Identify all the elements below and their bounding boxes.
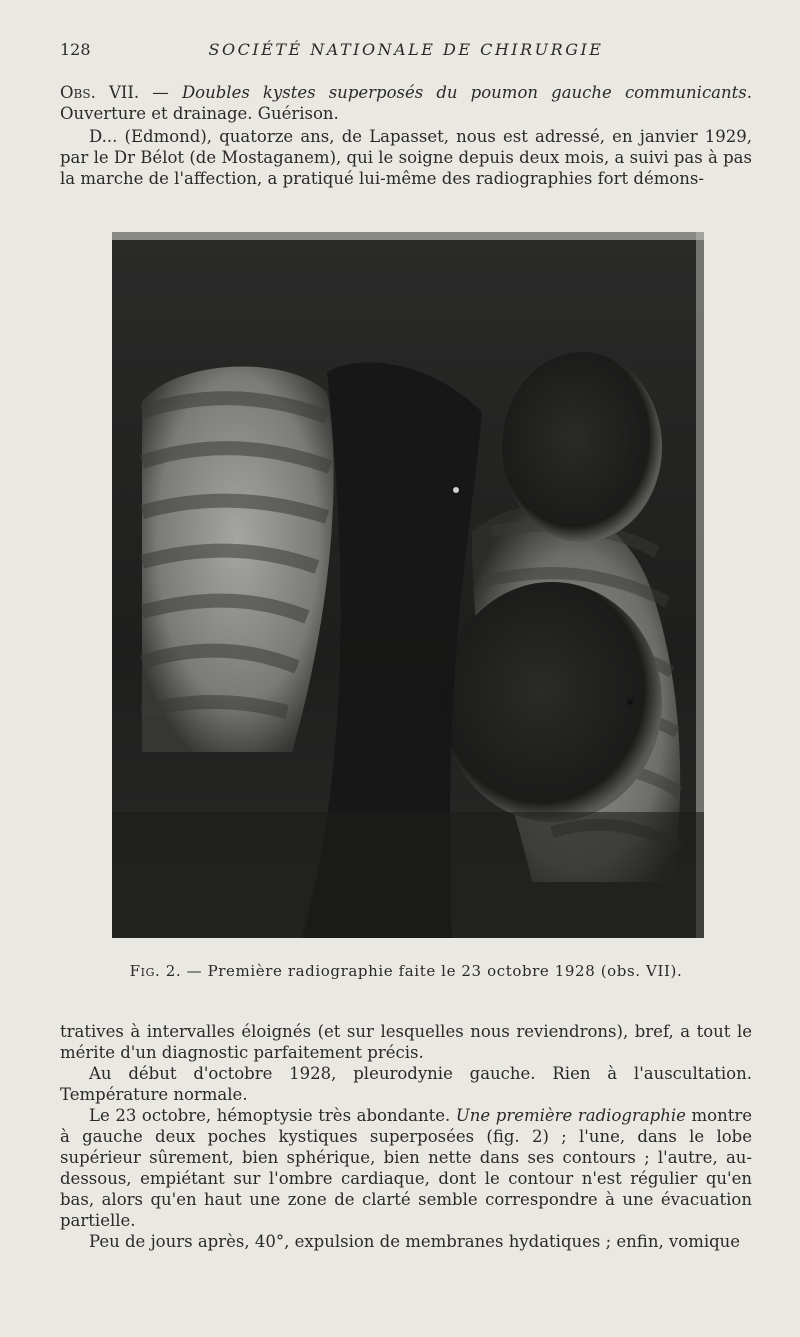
observation-label: Obs. VII.	[60, 83, 140, 102]
page-number: 128	[60, 40, 91, 59]
paragraph-radiography-emphasis: Une première radiographie	[455, 1106, 686, 1125]
paragraph-intro: D... (Edmond), quatorze ans, de Lapasset, nous est adressé, en janvier 1929, par le Dr Bélot (de Mostaganem), qui le soigne depuis deux mois, a suivi pas à pas la marche de l'affection, a pratiqué lui-même des radiographies fort démons-	[60, 127, 752, 188]
paragraph-expulsion: Peu de jours après, 40°, expulsion de membranes hydatiques ; enfin, vomique	[89, 1232, 741, 1251]
observation-heading	[60, 82, 752, 124]
chest-radiograph-image	[112, 232, 704, 938]
journal-title: SOCIÉTÉ NATIONALE DE CHIRURGIE	[208, 40, 604, 59]
paragraph-radiography-rest: montre à gauche deux poches kystiques superposées (fig. 2) ; l'une, dans le lobe supérieur sûrement, bien sphérique, bien nette dans ses contours ; l'autre, au-dessous, empiétant sur l'ombre cardiaque, dont le contour n'est régulier qu'en bas, alors qu'en haut une zone de clarté semble correspondre à une évacuation partielle.	[60, 1106, 753, 1230]
paragraph-radiography-lead: Le 23 octobre, hémoptysie très abondante.	[89, 1106, 456, 1125]
figure-caption-text: — Première radiographie faite le 23 octobre 1928 (obs. VII).	[181, 962, 683, 980]
running-head	[60, 40, 752, 62]
observation-dash: —	[139, 83, 182, 102]
observation-title: Doubles kystes superposés du poumon gauche communicants.	[181, 83, 752, 102]
observation-subtitle: Ouverture et drainage. Guérison.	[60, 104, 339, 123]
radiograph-figure	[112, 232, 704, 938]
paragraph-continuation: tratives à intervalles éloignés (et sur lesquelles nous reviendrons), bref, a tout le mérite d'un diagnostic parfaitement précis.	[60, 1022, 752, 1062]
figure-label: Fig. 2.	[129, 962, 182, 980]
paragraph-onset: Au début d'octobre 1928, pleurodynie gauche. Rien à l'auscultation. Température normale.	[60, 1064, 752, 1104]
paragraph-radiography	[60, 1105, 752, 1231]
figure-caption	[60, 962, 752, 980]
